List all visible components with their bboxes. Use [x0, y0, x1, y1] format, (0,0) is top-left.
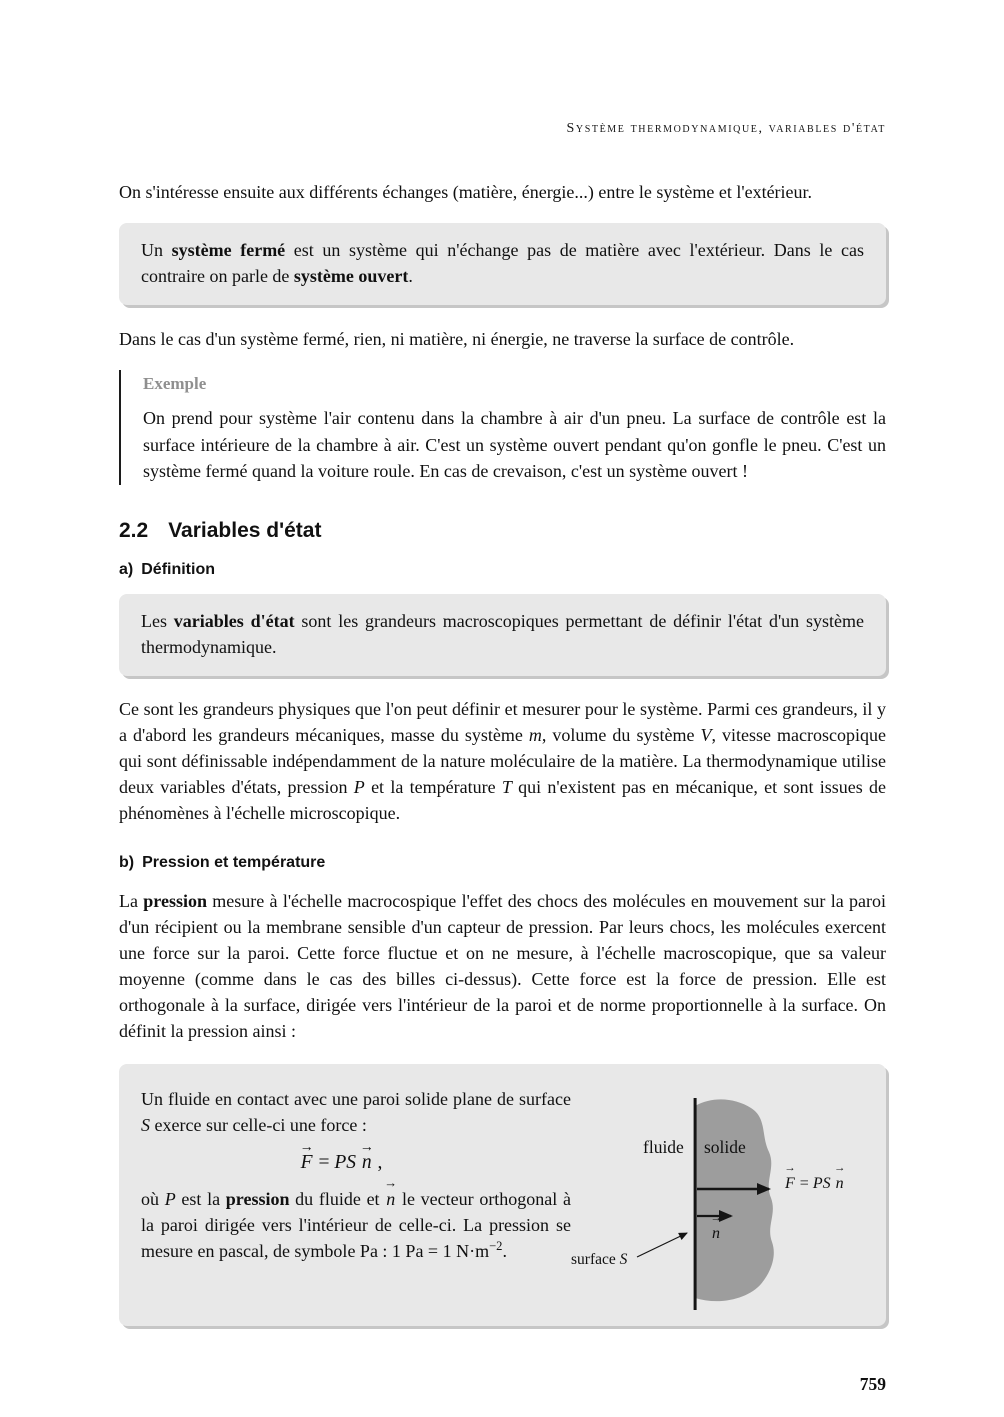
surface-pointer-arrow — [637, 1233, 687, 1257]
page-number: 759 — [859, 1373, 886, 1394]
example-text: On prend pour système l'air contenu dans la chambre à air d'un pneu. La surface de contrôle est la surface intérieure de la chambre à air. C'est un système ouvert pendant qu'on gonfle le pneu. C'est un système fermé quand la voiture roule. En cas de crevaison, c'est un système ouvert ! — [143, 408, 886, 481]
wall-line — [694, 1098, 697, 1310]
subsection-b-pressure-temperature — [119, 854, 886, 872]
paragraph-control-surface: Dans le cas d'un système fermé, rien, ni matière, ni énergie, ne traverse la surface de contrôle. — [119, 329, 795, 349]
section-number: 2.2 — [119, 518, 149, 542]
subsection-a-definition — [119, 561, 886, 579]
paragraph-pressure: La pression mesure à l'échelle macrocospique l'effet des chocs des molécules en mouvement sur la paroi d'un récipient ou la membrane sensible d'un capteur de pression. Par leurs chocs, les molécules exercent une force sur la paroi. Cette force fluctue et on ne mesure, à l'échelle macroscopique, que sa valeur moyenne (comme dans le cas des billes ci-dessus). Cette force est la force de pression. Elle est orthogonale à la surface, dirigée vers l'intérieur de la paroi et de norme proportionnelle à la surface. On définit la pression ainsi : — [119, 890, 886, 1041]
subsection-b-prefix: b) — [119, 853, 135, 871]
section-heading-2-2 — [119, 519, 886, 543]
subsection-a-title: Définition — [141, 560, 215, 578]
section-title: Variables d'état — [168, 518, 322, 542]
example-title: Exemple — [143, 374, 207, 393]
pressure-box-intro: Un fluide en contact avec une paroi solide plane de surface S exerce sur celle-ci une force : — [141, 1088, 571, 1135]
pressure-box-body: où P est la pression du fluide et n → le vecteur orthogonal à la paroi dirigée vers l'intérieur de celle-ci. La pression se mesure en pascal, de symbole Pa : 1 Pa = 1 $N\cdot m^{-2}$. — [141, 1186, 571, 1264]
example-block — [119, 370, 886, 485]
subsection-b-title: Pression et température — [142, 853, 326, 871]
solid-region-shape — [695, 1099, 774, 1301]
solid-label: solide — [704, 1136, 746, 1157]
pressure-figure — [571, 1094, 866, 1316]
pressure-formula: F → = PS n → , — [141, 1150, 541, 1176]
pressure-definition-box — [119, 1064, 886, 1326]
intro-paragraph: On s'intéresse ensuite aux différents échanges (matière, énergie...) entre le système et l'extérieur. — [119, 182, 813, 202]
fluid-label: fluide — [643, 1136, 684, 1157]
pressure-box-text — [141, 1086, 571, 1264]
definition-box-closed-system: Un système fermé est un système qui n'échange pas de matière avec l'extérieur. Dans le cas contraire on parle de système ouvert. — [119, 223, 886, 305]
subsection-a-prefix: a) — [119, 560, 134, 578]
surface-label: surface S — [571, 1250, 628, 1268]
pressure-figure-drawing — [571, 1094, 866, 1316]
paragraph-state-variables: Ce sont les grandeurs physiques que l'on peut définir et mesurer pour le système. Parmi ces grandeurs, il y a d'abord les grandeurs mécaniques, masse du système m, volume du système V, vitesse macroscopique qui sont définissable indépendamment de la nature moléculaire de la matière. La thermodynamique utilise deux variables d'états, pression P et la température T qui n'existent pas en mécanique, et sont issues de phénomènes à l'échelle microscopique. — [119, 698, 887, 823]
running-head: Système thermodynamique, variables d'état — [566, 121, 886, 136]
page-content — [119, 121, 886, 1395]
normal-vector-label: n → — [711, 1221, 721, 1247]
force-label: F → = PS n → — [784, 1171, 845, 1197]
definition-box-state-variables: Les variables d'état sont les grandeurs macroscopiques permettant de définir l'état d'un système thermodynamique. — [119, 594, 886, 676]
